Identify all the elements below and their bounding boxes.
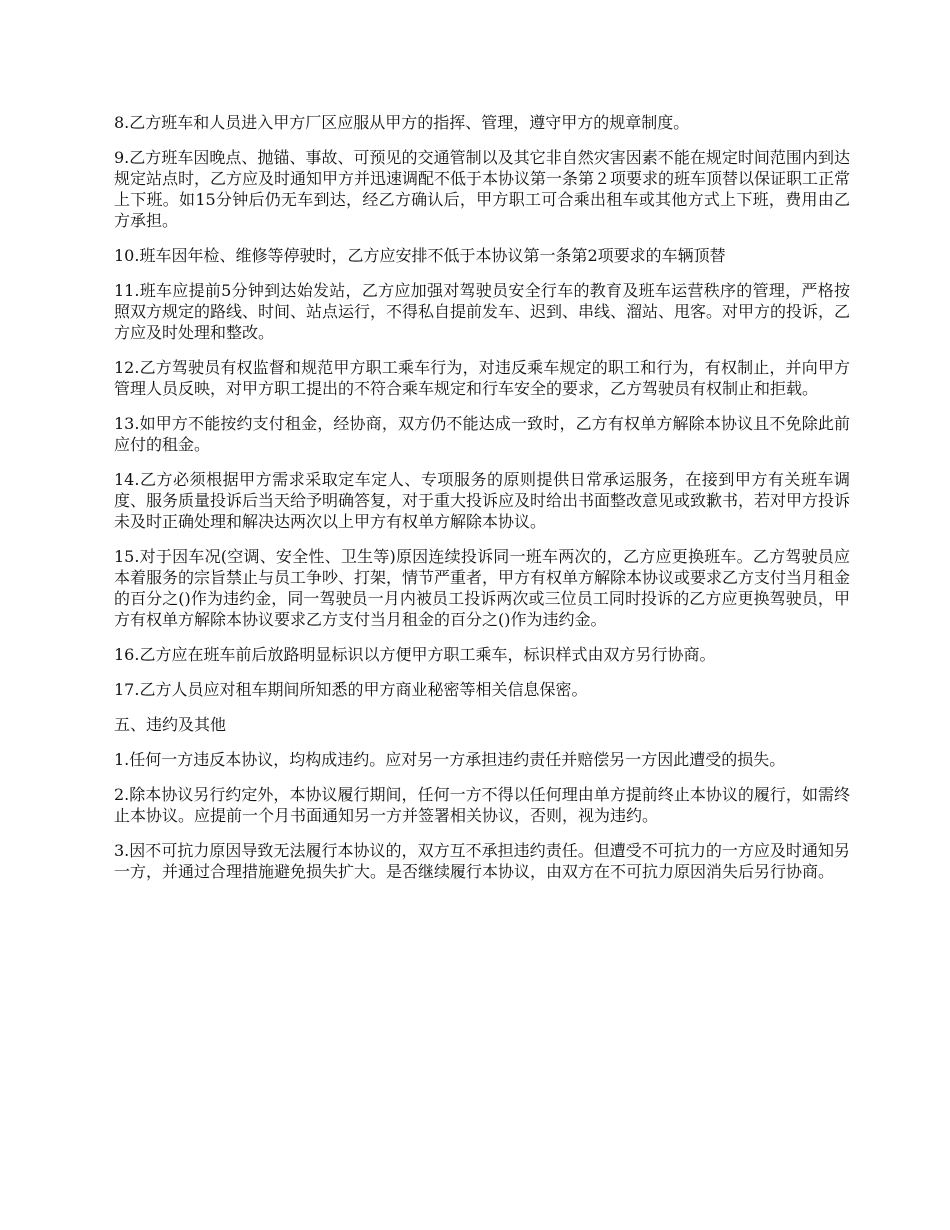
clause-10: 10.班车因年检、维修等停驶时，乙方应安排不低于本协议第一条第2项要求的车辆顶替 — [114, 246, 726, 265]
clause-16: 16.乙方应在班车前后放路明显标识以方便甲方职工乘车，标识样式由双方另行协商。 — [114, 645, 716, 664]
clause-14: 14.乙方必须根据甲方需求采取定车定人、专项服务的原则提供日常承运服务，在接到甲方有关班车调度、服务质量投诉后当天给予明确答复，对于重大投诉应及时给出书面整改意见或致歉书，若对甲方投诉未及时正确处理和解决达两次以上甲方有权单方解除本协议。 — [114, 470, 851, 531]
section-clause-3: 3.因不可抗力原因导致无法履行本协议的，双方互不承担违约责任。但遭受不可抗力的一方应及时通知另一方，并通过合理措施避免损失扩大。是否继续履行本协议，由双方在不可抗力原因消失后另行协商。 — [114, 841, 850, 881]
clause-12: 12.乙方驾驶员有权监督和规范甲方职工乘车行为，对违反乘车规定的职工和行为，有权制止，并向甲方管理人员反映，对甲方职工提出的不符合乘车规定和行车安全的要求，乙方驾驶员有权制止和拒载。 — [114, 358, 850, 398]
document-page — [114, 112, 850, 896]
clause-8: 8.乙方班车和人员进入甲方厂区应服从甲方的指挥、管理，遵守甲方的规章制度。 — [114, 113, 690, 132]
clause-15: 15.对于因车况(空调、安全性、卫生等)原因连续投诉同一班车两次的，乙方应更换班车。乙方驾驶员应本着服务的宗旨禁止与员工争吵、打架，情节严重者，甲方有权单方解除本协议或要求乙方支付当月租金的百分之()作为违约金，同一驾驶员一月内被员工投诉两次或三位员工同时投诉的乙方应更换驾驶员，甲方有权单方解除本协议要求乙方支付当月租金的百分之()作为违约金。 — [114, 547, 851, 629]
clause-17: 17.乙方人员应对租车期间所知悉的甲方商业秘密等相关信息保密。 — [114, 680, 588, 699]
clause-11: 11.班车应提前5分钟到达始发站，乙方应加强对驾驶员安全行车的教育及班车运营秩序的管理，严格按照双方规定的路线、时间、站点运行，不得私自提前发车、迟到、串线、溜站、甩客。对甲方的投诉，乙方应及时处理和整改。 — [114, 281, 851, 342]
section-clause-2: 2.除本协议另行约定外，本协议履行期间，任何一方不得以任何理由单方提前终止本协议的履行，如需终止本协议。应提前一个月书面通知另一方并签署相关协议，否则，视为违约。 — [114, 785, 850, 825]
section-heading: 五、违约及其他 — [114, 715, 227, 734]
section-clause-1: 1.任何一方违反本协议，均构成违约。应对另一方承担违约责任并赔偿另一方因此遭受的损失。 — [114, 750, 786, 769]
clause-9: 9.乙方班车因晚点、抛锚、事故、可预见的交通管制以及其它非自然灾害因素不能在规定时间范围内到达规定站点时，乙方应及时通知甲方并迅速调配不低于本协议第一条第２项要求的班车顶替以保证职工正常上下班。如15分钟后仍无车到达，经乙方确认后，甲方职工可合乘出租车或其他方式上下班，费用由乙方承担。 — [114, 148, 851, 230]
clause-13: 13.如甲方不能按约支付租金，经协商，双方仍不能达成一致时，乙方有权单方解除本协议且不免除此前应付的租金。 — [114, 414, 850, 454]
